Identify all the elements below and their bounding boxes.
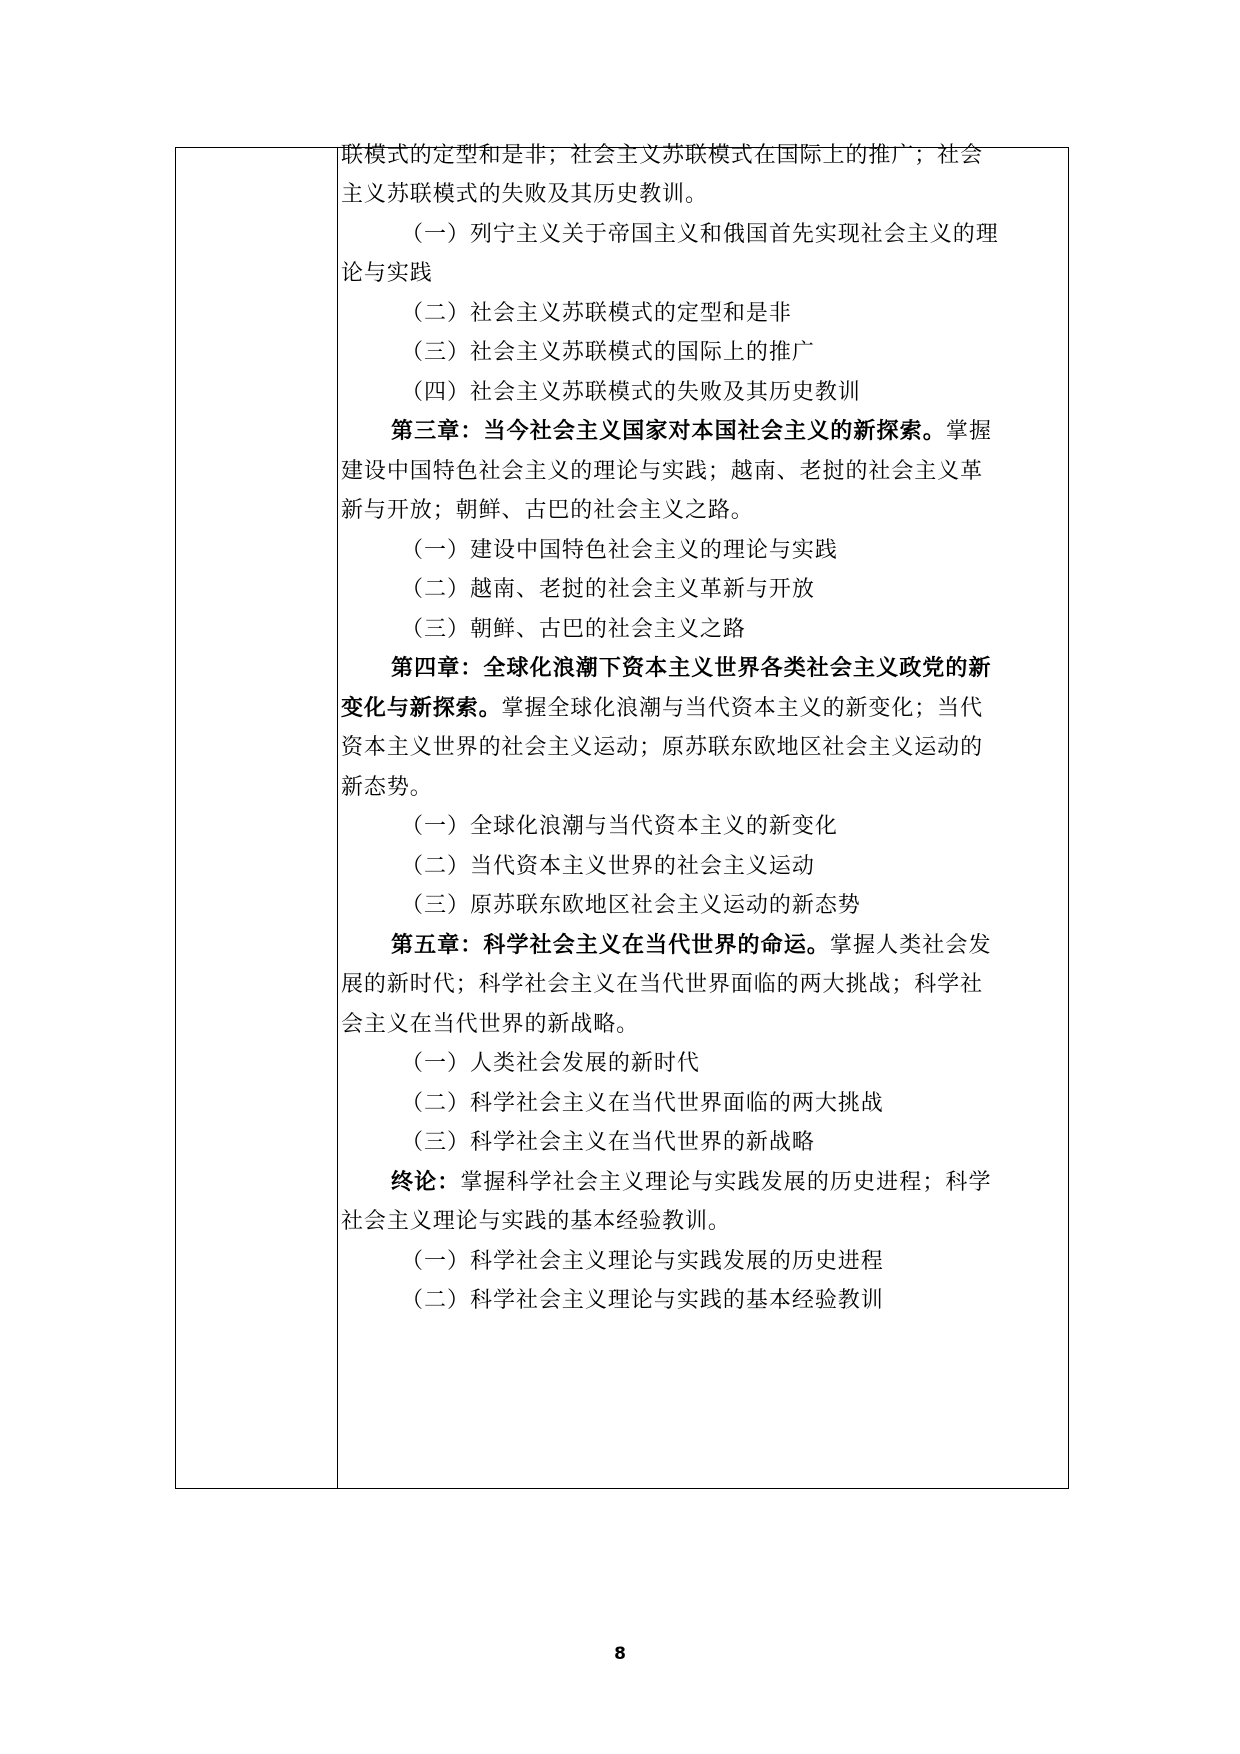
chapter-3-text: 掌握 <box>945 419 993 444</box>
conclusion-title: 终论： <box>391 1170 461 1195</box>
conclusion-text: 掌握科学社会主义理论与实践发展的历史进程；科学 <box>460 1170 992 1195</box>
paragraph-line <box>341 687 983 731</box>
chapter-4-title: 第四章：全球化浪潮下资本主义世界各类社会主义政党的新 <box>391 656 992 681</box>
chapter-heading-line <box>391 924 992 968</box>
paragraph-line: 建设中国特色社会主义的理论与实践；越南、老挝的社会主义革 <box>341 459 984 484</box>
paragraph-line: 主义苏联模式的失败及其历史教训。 <box>341 182 708 207</box>
section-item: （三）社会主义苏联模式的国际上的推广 <box>401 340 815 365</box>
paragraph-line: 会主义在当代世界的新战略。 <box>341 1012 640 1037</box>
section-item: （一）人类社会发展的新时代 <box>401 1051 700 1076</box>
chapter-heading-line <box>391 647 992 691</box>
section-item: （一）列宁主义关于帝国主义和俄国首先实现社会主义的理 <box>401 222 999 247</box>
chapter-3-title: 第三章：当今社会主义国家对本国社会主义的新探索。 <box>391 419 946 444</box>
section-item: （一）科学社会主义理论与实践发展的历史进程 <box>401 1249 884 1274</box>
paragraph-line: 资本主义世界的社会主义运动；原苏联东欧地区社会主义运动的 <box>341 735 984 760</box>
section-item: （二）科学社会主义在当代世界面临的两大挑战 <box>401 1091 884 1116</box>
paragraph-line: 新态势。 <box>341 775 433 800</box>
section-item: （三）朝鲜、古巴的社会主义之路 <box>401 617 746 642</box>
section-item: （二）社会主义苏联模式的定型和是非 <box>401 301 792 326</box>
section-item: （二）当代资本主义世界的社会主义运动 <box>401 854 815 879</box>
section-item: （一）全球化浪潮与当代资本主义的新变化 <box>401 814 838 839</box>
chapter-5-title: 第五章：科学社会主义在当代世界的命运。 <box>391 933 830 958</box>
chapter-4-text: 掌握全球化浪潮与当代资本主义的新变化；当代 <box>501 696 984 721</box>
section-item: （一）建设中国特色社会主义的理论与实践 <box>401 538 838 563</box>
table-content-cell <box>339 143 1068 1488</box>
paragraph-line: 社会主义理论与实践的基本经验教训。 <box>341 1209 731 1234</box>
paragraph-line: 展的新时代；科学社会主义在当代世界面临的两大挑战；科学社 <box>341 972 984 997</box>
conclusion-heading-line <box>391 1161 992 1205</box>
chapter-5-text: 掌握人类社会发 <box>829 933 992 958</box>
table-label-cell <box>176 148 338 1488</box>
paragraph-line: 论与实践 <box>341 261 433 286</box>
section-item: （三）科学社会主义在当代世界的新战略 <box>401 1130 815 1155</box>
section-item: （三）原苏联东欧地区社会主义运动的新态势 <box>401 893 861 918</box>
syllabus-table <box>175 143 1069 1489</box>
page-number: 8 <box>614 1644 626 1664</box>
section-item: （四）社会主义苏联模式的失败及其历史教训 <box>401 380 861 405</box>
paragraph-line: 新与开放；朝鲜、古巴的社会主义之路。 <box>341 498 754 523</box>
chapter-heading-line <box>391 410 992 454</box>
paragraph-line: 联模式的定型和是非；社会主义苏联模式在国际上的推广；社会 <box>341 143 984 168</box>
chapter-4-title-cont: 变化与新探索。 <box>341 696 502 721</box>
section-item: （二）科学社会主义理论与实践的基本经验教训 <box>401 1288 884 1313</box>
section-item: （二）越南、老挝的社会主义革新与开放 <box>401 577 815 602</box>
